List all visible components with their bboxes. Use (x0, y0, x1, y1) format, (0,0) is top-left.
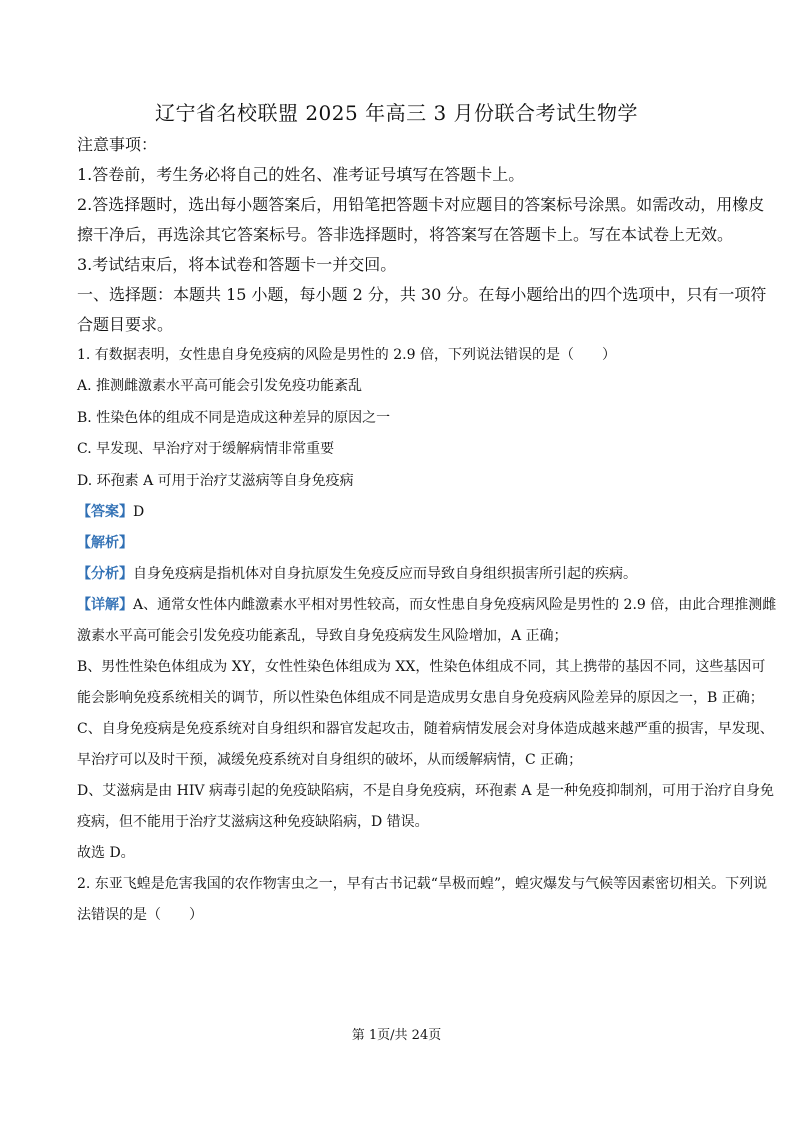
conclusion-text: 故选 D。 (77, 845, 135, 861)
question-2 (77, 869, 777, 931)
xiangjie-tag: 【详解】 (77, 597, 133, 613)
answer-line (77, 497, 777, 528)
notice-item-3: 3.考试结束后，将本试卷和答题卡一并交回。 (77, 255, 397, 274)
answer-value: D (133, 504, 145, 520)
analysis-line (77, 528, 777, 559)
page-footer: 第 1页/共 24页 (351, 1028, 442, 1043)
fenxi-line (77, 559, 777, 590)
section-heading: 一、选择题：本题共 15 小题，每小题 2 分，共 30 分。在每小题给出的四个选项中，只有一项符合题目要求。 (77, 285, 767, 334)
xiangjie-a-line (77, 590, 777, 652)
xiangjie-a-text: A、通常女性体内雌激素水平相对男性较高，而女性患自身免疫病风险是男性的 2.9 倍，由此合理推测雌激素水平高可能会引发免疫功能紊乱，导致自身免疫病发生风险增加，A 正确； (77, 597, 777, 644)
xiangjie-c-text: C、自身免疫病是免疫系统对自身组织和器官发起攻击，随着病情发展会对身体造成越来越严重的损害，早发现、早治疗可以及时干预，减缓免疫系统对自身组织的破坏，从而缓解病情，C 正确； (77, 721, 774, 768)
question-1 (77, 340, 777, 497)
answer-tag: 【答案】 (77, 504, 133, 520)
question-1-option-b: B. 性染色体的组成不同是造成这种差异的原因之一 (77, 409, 391, 426)
notice-heading: 注意事项： (77, 135, 158, 154)
notice-item-2: 2.答选择题时，选出每小题答案后，用铅笔把答题卡对应题目的答案标号涂黑。如需改动，用橡皮擦干净后，再选涂其它答案标号。答非选择题时，将答案写在答题卡上。写在本试卷上无效。 (77, 195, 765, 244)
question-1-option-c: C. 早发现、早治疗对于缓解病情非常重要 (77, 441, 335, 457)
fenxi-text: 自身免疫病是指机体对自身抗原发生免疫反应而导致自身组织损害所引起的疾病。 (133, 566, 637, 582)
fenxi-tag: 【分析】 (77, 566, 133, 582)
document-body (77, 130, 777, 931)
exam-title: 辽宁省名校联盟 2025 年高三 3 月份联合考试生物学 (154, 101, 639, 125)
notice-section (77, 130, 777, 280)
xiangjie-d-text: D、艾滋病是由 HIV 病毒引起的免疫缺陷病，不是自身免疫病，环孢素 A 是一种免疫抑制剂，可用于治疗自身免疫病，但不能用于治疗艾滋病这种免疫缺陷病，D 错误。 (77, 783, 774, 830)
question-1-stem: 1. 有数据表明，女性患自身免疫病的风险是男性的 2.9 倍，下列说法错误的是（ ） (77, 347, 616, 363)
question-1-solution (77, 497, 777, 869)
question-2-stem: 2. 东亚飞蝗是危害我国的农作物害虫之一，早有古书记载“旱极而蝗”，蝗灾爆发与气候等因素密切相关。下列说法错误的是（ ） (77, 876, 768, 923)
question-1-option-d: D. 环孢素 A 可用于治疗艾滋病等自身免疫病 (77, 472, 354, 489)
notice-item-1: 1.答卷前，考生务必将自己的姓名、准考证号填写在答题卡上。 (77, 165, 525, 184)
analysis-tag: 【解析】 (77, 535, 133, 551)
question-1-option-a: A. 推测雌激素水平高可能会引发免疫功能紊乱 (77, 378, 363, 394)
xiangjie-b-text: B、男性性染色体组成为 XY，女性性染色体组成为 XX，性染色体组成不同，其上携带的基因不同，这些基因可能会影响免疫系统相关的调节，所以性染色体组成不同是造成男女患自身免疫病风险差异的原因之一，B 正确； (77, 659, 766, 706)
